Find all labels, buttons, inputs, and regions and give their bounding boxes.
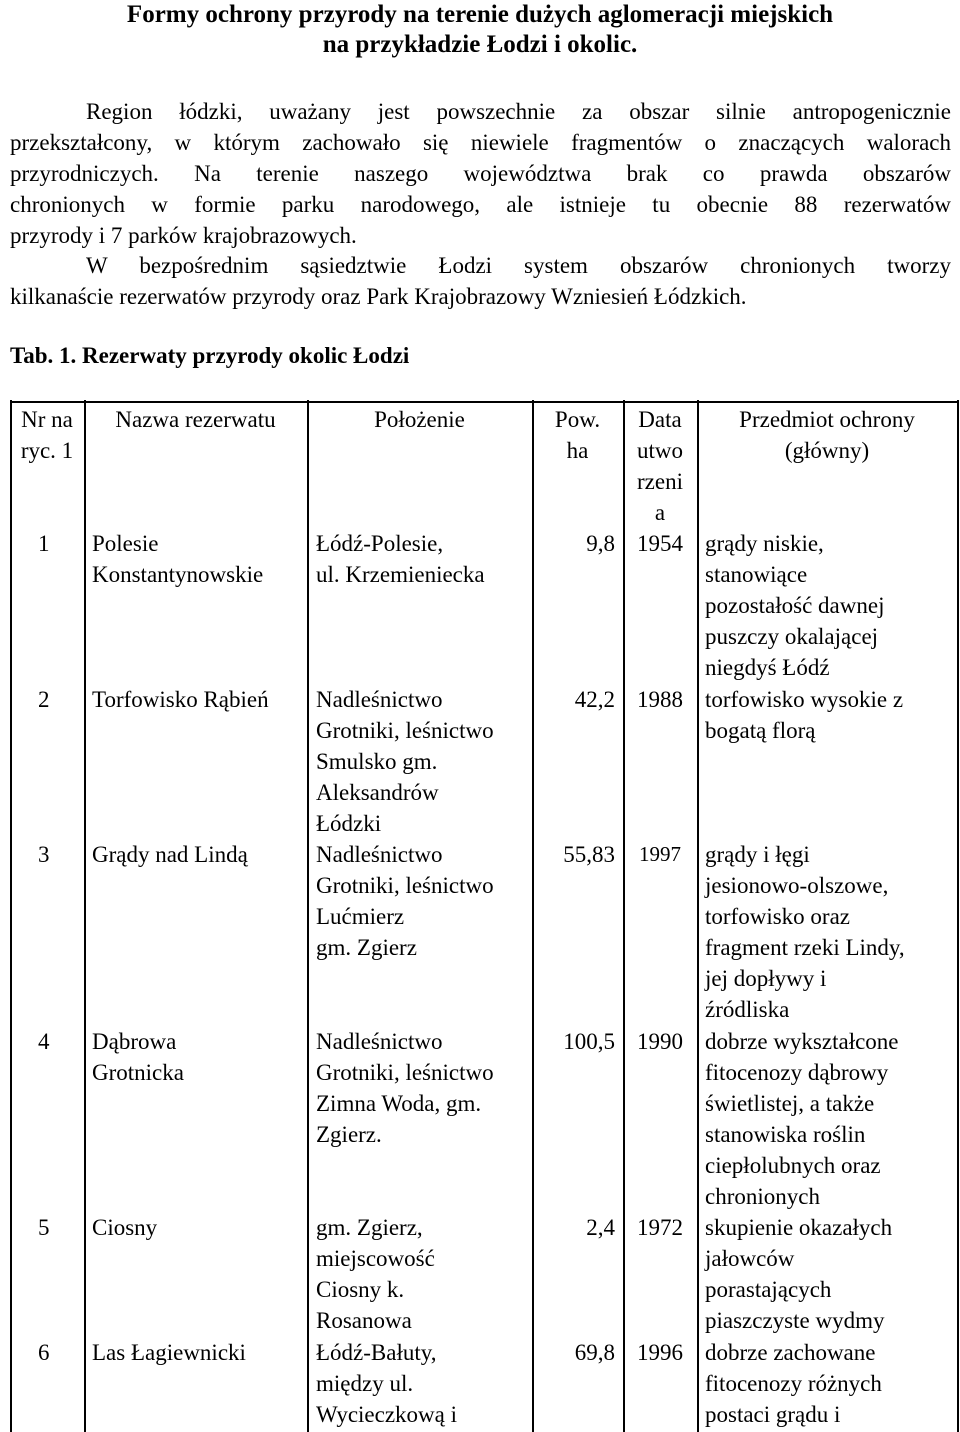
row-5-name: Ciosny — [92, 1215, 158, 1240]
row-6-name: Las Łagiewnicki — [92, 1340, 246, 1365]
table-border-right — [957, 400, 959, 1432]
header-subject: Przedmiot ochrony (główny) — [739, 407, 915, 463]
row-2-subject: torfowisko wysokie z bogatą florą — [705, 687, 904, 743]
row-2-nr: 2 — [38, 687, 50, 712]
paragraph-2-line: W bezpośrednim sąsiedztwie Łodzi system obszarów chronionych tworzy — [86, 253, 951, 278]
row-3-area: 55,83 — [563, 842, 615, 867]
row-4-nr: 4 — [38, 1029, 50, 1054]
row-5-date: 1972 — [637, 1215, 683, 1240]
row-5-nr: 5 — [38, 1215, 50, 1240]
document-title — [0, 0, 960, 60]
paragraph-1-line: przyrody i 7 parków krajobrazowych. — [10, 223, 357, 248]
row-4-area: 100,5 — [563, 1029, 615, 1054]
row-1-subject: grądy niskie, stanowiące pozostałość dawnej puszczy okalającej niegdyś Łódź — [705, 531, 885, 680]
paragraph-1-line: przekształcony, w którym zachowało się niewiele fragmentów o znaczących walorach — [10, 130, 951, 155]
row-6-location: Łódź-Bałuty, między ul. Wycieczkową i — [316, 1340, 458, 1427]
row-4-subject: dobrze wykształcone fitocenozy dąbrowy świetlistej, a także stanowiska roślin ciepłolubnych oraz chronionych — [705, 1029, 899, 1209]
row-4-location: Nadleśnictwo Grotniki, leśnictwo Zimna Woda, gm. Zgierz. — [316, 1029, 494, 1147]
row-5-area: 2,4 — [586, 1215, 615, 1240]
row-2-location: Nadleśnictwo Grotniki, leśnictwo Smulsko gm. Aleksandrów Łódzki — [316, 687, 494, 836]
row-5-subject: skupienie okazałych jałowców porastających piaszczyste wydmy — [705, 1215, 893, 1333]
table-col-divider — [697, 400, 699, 1432]
row-1-location: Łódź-Polesie, ul. Krzemieniecka — [316, 531, 485, 587]
paragraph-1-line: Region łódzki, uważany jest powszechnie za obszar silnie antropogenicznie — [86, 99, 951, 124]
row-6-subject: dobrze zachowane fitocenozy różnych postaci grądu i — [705, 1340, 882, 1427]
header-name: Nazwa rezerwatu — [115, 407, 276, 432]
header-area: Pow. ha — [554, 407, 601, 463]
row-6-nr: 6 — [38, 1340, 50, 1365]
row-5-location: gm. Zgierz, miejscowość Ciosny k. Rosanowa — [316, 1215, 435, 1333]
row-1-nr: 1 — [38, 531, 50, 556]
row-3-nr: 3 — [38, 842, 50, 867]
row-3-name: Grądy nad Lindą — [92, 842, 248, 867]
row-1-name: Polesie Konstantynowskie — [92, 531, 264, 587]
row-3-location: Nadleśnictwo Grotniki, leśnictwo Lućmierz gm. Zgierz — [316, 842, 494, 960]
table-border-left — [10, 400, 12, 1432]
title-line-2: na przykładzie Łodzi i okolic. — [322, 31, 638, 58]
row-4-name: Dąbrowa Grotnicka — [92, 1029, 184, 1085]
row-2-area: 42,2 — [574, 687, 615, 712]
row-6-area: 69,8 — [574, 1340, 615, 1365]
row-2-name: Torfowisko Rąbień — [92, 687, 269, 712]
row-1-area: 9,8 — [586, 531, 615, 556]
row-3-subject: grądy i łęgi jesionowo-olszowe, torfowisko oraz fragment rzeki Lindy, jej dopływy i źródliska — [705, 842, 905, 1022]
table-caption: Tab. 1. Rezerwaty przyrody okolic Łodzi — [10, 343, 410, 368]
table-col-divider — [307, 400, 309, 1432]
paragraph-2-line: kilkanaście rezerwatów przyrody oraz Park Krajobrazowy Wzniesień Łódzkich. — [10, 284, 747, 309]
paragraph-1-line: chronionych w formie parku narodowego, ale istnieje tu obecnie 88 rezerwatów — [10, 192, 951, 217]
row-4-date: 1990 — [637, 1029, 683, 1054]
row-2-date: 1988 — [637, 687, 683, 712]
header-location: Położenie — [374, 407, 465, 432]
paragraph-1 — [10, 96, 951, 251]
table-col-divider — [84, 400, 86, 1432]
table-top-border — [10, 401, 958, 403]
paragraph-2 — [10, 250, 951, 312]
row-1-date: 1954 — [637, 531, 683, 556]
title-line-1: Formy ochrony przyrody na terenie dużych aglomeracji miejskich — [126, 1, 834, 28]
header-nr: Nr na ryc. 1 — [20, 407, 74, 463]
row-3-date: 1997 — [639, 842, 681, 866]
header-date: Data utwo rzeni a — [637, 407, 683, 525]
paragraph-1-line: przyrodniczych. Na terenie naszego województwa brak co prawda obszarów — [10, 161, 951, 186]
row-6-date: 1996 — [637, 1340, 683, 1365]
